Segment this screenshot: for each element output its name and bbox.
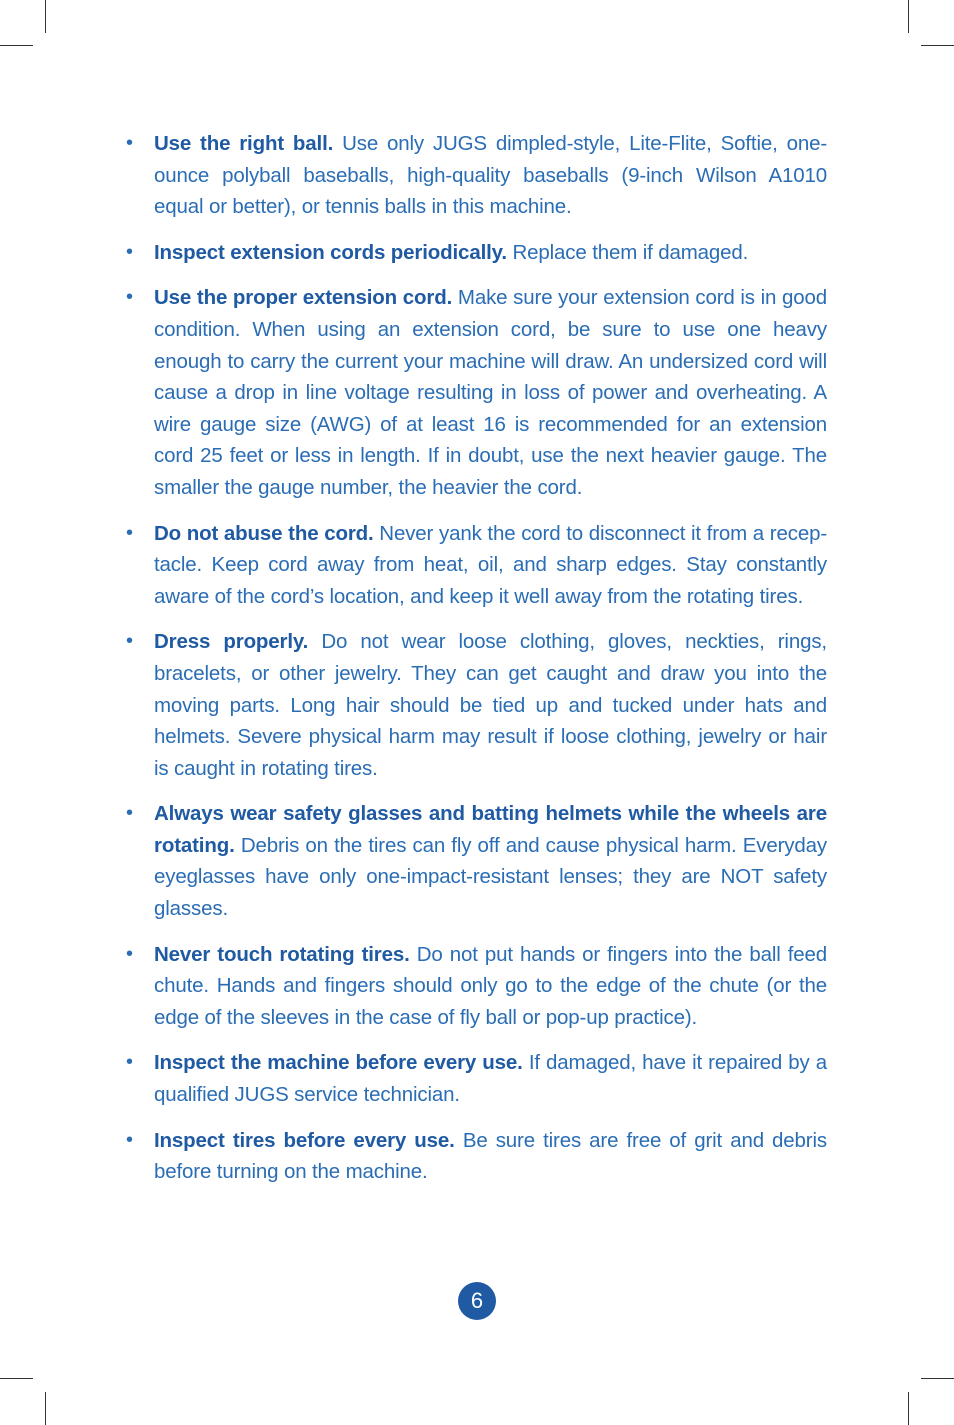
item-lead: Never touch rotating tires.: [154, 942, 410, 966]
item-body: If damaged, have it repaired by a qualified JUGS service technician.: [154, 1051, 828, 1107]
crop-mark-top-left-horizontal: [0, 45, 33, 46]
item-body: Be sure tires are free of grit and debris before turning on the machine.: [154, 1128, 827, 1184]
item-lead: Inspect tires before every use.: [154, 1128, 455, 1152]
item-text: [154, 626, 827, 784]
item-lead: Inspect the machine before every use.: [154, 1051, 523, 1075]
item-body: Do not wear loose clothing, gloves, neckties, rings, bracelets, or other jewelry. They can get caught and draw you into the moving parts. Long hair should be tied up and tucked under hats and helmets. Severe physical harm may result if loose clothing, jewelry or hair is caught in rotating tires.: [154, 630, 827, 780]
item-text: [154, 1047, 827, 1110]
item-text: [154, 282, 827, 503]
crop-mark-top-right-vertical: [908, 0, 909, 33]
bullet-icon: •: [126, 521, 134, 544]
list-item-right-ball: [126, 128, 827, 223]
page-number-badge: 6: [458, 1282, 496, 1320]
bullet-icon: •: [126, 1128, 134, 1151]
crop-mark-bottom-right-horizontal: [921, 1378, 954, 1379]
list-item-abuse-cord: [126, 518, 827, 613]
item-body: Never yank the cord to disconnect it from a recep-tacle. Keep cord away from heat, oil, and sharp edges. Stay constantly aware of the cord’s location, and keep it well away from the rotating tires.: [154, 521, 827, 608]
list-item-inspect-machine: [126, 1047, 827, 1110]
item-lead: Use the proper extension cord.: [154, 286, 453, 310]
item-lead: Do not abuse the cord.: [154, 521, 374, 545]
item-text: [154, 518, 827, 613]
bullet-icon: •: [126, 132, 134, 154]
list-item-safety-glasses: [126, 798, 827, 924]
item-lead: Inspect extension cords periodically.: [154, 240, 507, 264]
list-item-inspect-tires: [126, 1125, 827, 1188]
list-item-dress-properly: [126, 626, 827, 784]
item-body: Make sure your extension cord is in good condition. When using an extension cord, be sure to use one heavy enough to carry the current your machine will draw. An undersized cord will cause a drop in line voltage resulting in loss of power and overheating. A wire gauge size (AWG) of at least 16 is recommended for an extension cord 25 feet or less in length. If in doubt, use the next heavier gauge. The smaller the gauge number, the heavier the cord.: [154, 286, 827, 499]
crop-mark-bottom-left-horizontal: [0, 1378, 33, 1379]
item-text: [154, 237, 827, 269]
item-lead: Dress properly.: [154, 630, 309, 654]
crop-mark-bottom-right-vertical: [908, 1392, 909, 1425]
item-text: [154, 798, 827, 924]
item-body: Do not put hands or fingers into the ball feed chute. Hands and fingers should only go to the edge of the chute (or the edge of the sleeves in the case of fly ball or pop-up practice).: [154, 942, 827, 1029]
item-body: Debris on the tires can fly off and cause physical harm. Everyday eyeglasses have only one-impact-resistant lenses; they are NOT safety glasses.: [154, 833, 827, 921]
bullet-icon: •: [126, 942, 134, 965]
item-lead: Always wear safety glasses and batting helmets while the wheels are rotating.: [154, 802, 827, 857]
crop-mark-bottom-left-vertical: [45, 1392, 46, 1425]
list-item-inspect-cords: [126, 237, 827, 269]
item-body: Replace them if damaged.: [506, 240, 749, 264]
bullet-icon: •: [126, 1051, 134, 1074]
bullet-icon: •: [126, 286, 134, 309]
item-lead: Use the right ball.: [154, 132, 334, 155]
crop-mark-top-right-horizontal: [921, 45, 954, 46]
bullet-icon: •: [126, 802, 134, 825]
bullet-icon: •: [126, 240, 134, 263]
safety-instructions-list: [126, 128, 827, 1202]
item-body: Use only JUGS dimpled-style, Lite-Flite, Softie, one-ounce polyball baseballs, high-quality baseballs (9-inch Wilson A1010 equal or better), or tennis balls in this machine.: [154, 132, 827, 219]
item-text: [154, 128, 827, 223]
list-item-proper-cord: [126, 282, 827, 503]
list-item-rotating-tires: [126, 939, 827, 1034]
item-text: [154, 939, 827, 1034]
item-text: [154, 1125, 827, 1188]
crop-mark-top-left-vertical: [45, 0, 46, 33]
bullet-icon: •: [126, 630, 134, 653]
